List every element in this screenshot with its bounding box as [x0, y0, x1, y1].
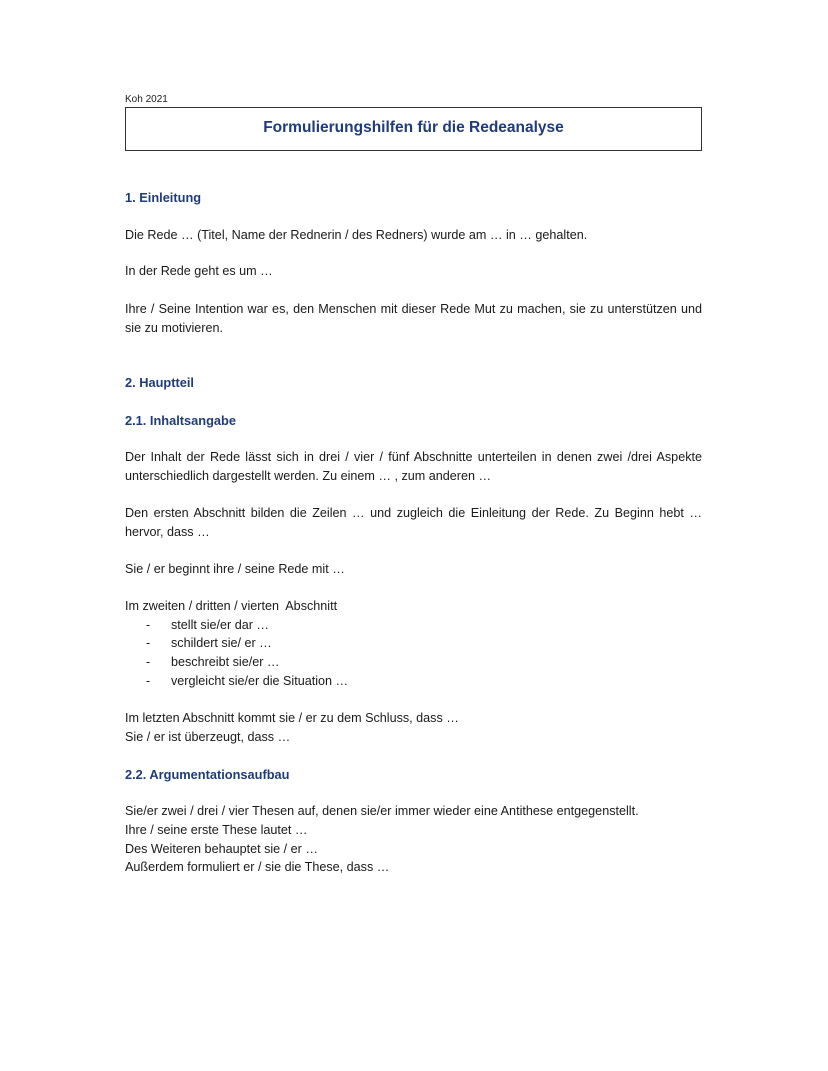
list-item: - beschreibt sie/er …	[146, 655, 280, 669]
list-item-text: vergleicht sie/er die Situation …	[171, 674, 349, 688]
paragraph: Im letzten Abschnitt kommt sie / er zu dem Schluss, dass …	[125, 711, 459, 725]
paragraph: Die Rede … (Titel, Name der Rednerin / des Redners) wurde am … in … gehalten.	[125, 228, 588, 242]
page-title: Formulierungshilfen für die Redeanalyse	[263, 119, 564, 136]
paragraph: Sie / er ist überzeugt, dass …	[125, 730, 291, 744]
list-item-text: stellt sie/er dar …	[171, 618, 269, 632]
paragraph: Ihre / Seine Intention war es, den Menschen mit dieser Rede Mut zu machen, sie zu unterstützen und sie zu motivieren.	[125, 302, 702, 335]
heading-argumentation: 2.2. Argumentationsaufbau	[125, 767, 290, 782]
list-item: - schildert sie/ er …	[146, 636, 272, 650]
list-item: - vergleicht sie/er die Situation …	[146, 674, 349, 688]
paragraph: Sie / er beginnt ihre / seine Rede mit …	[125, 562, 345, 576]
paragraph-line: Außerdem formuliert er / sie die These, dass …	[125, 860, 390, 874]
paragraph-line: Des Weiteren behauptet sie / er …	[125, 842, 318, 856]
paragraph-line: Sie/er zwei / drei / vier Thesen auf, denen sie/er immer wieder eine Antithese entgegenstellt.	[125, 804, 639, 818]
list-item: - stellt sie/er dar …	[146, 618, 269, 632]
paragraph: Im zweiten / dritten / vierten Abschnitt	[125, 599, 338, 613]
heading-hauptteil: 2. Hauptteil	[125, 375, 194, 390]
heading-einleitung: 1. Einleitung	[125, 190, 202, 205]
list-item-text: beschreibt sie/er …	[171, 655, 280, 669]
author-year: Koh 2021	[125, 94, 168, 105]
title-box	[125, 107, 702, 151]
list-item-text: schildert sie/ er …	[171, 636, 272, 650]
paragraph: In der Rede geht es um …	[125, 264, 273, 278]
paragraph: Der Inhalt der Rede lässt sich in drei / vier / fünf Abschnitte unterteilen in denen zwei /drei Aspekte unterschiedlich dargestellt werden. Zu einem … , zum anderen …	[125, 450, 702, 483]
heading-inhaltsangabe: 2.1. Inhaltsangabe	[125, 413, 236, 428]
paragraph: Den ersten Abschnitt bilden die Zeilen … und zugleich die Einleitung der Rede. Zu Beginn hebt … hervor, dass …	[125, 506, 702, 539]
paragraph-line: Ihre / seine erste These lautet …	[125, 823, 308, 837]
